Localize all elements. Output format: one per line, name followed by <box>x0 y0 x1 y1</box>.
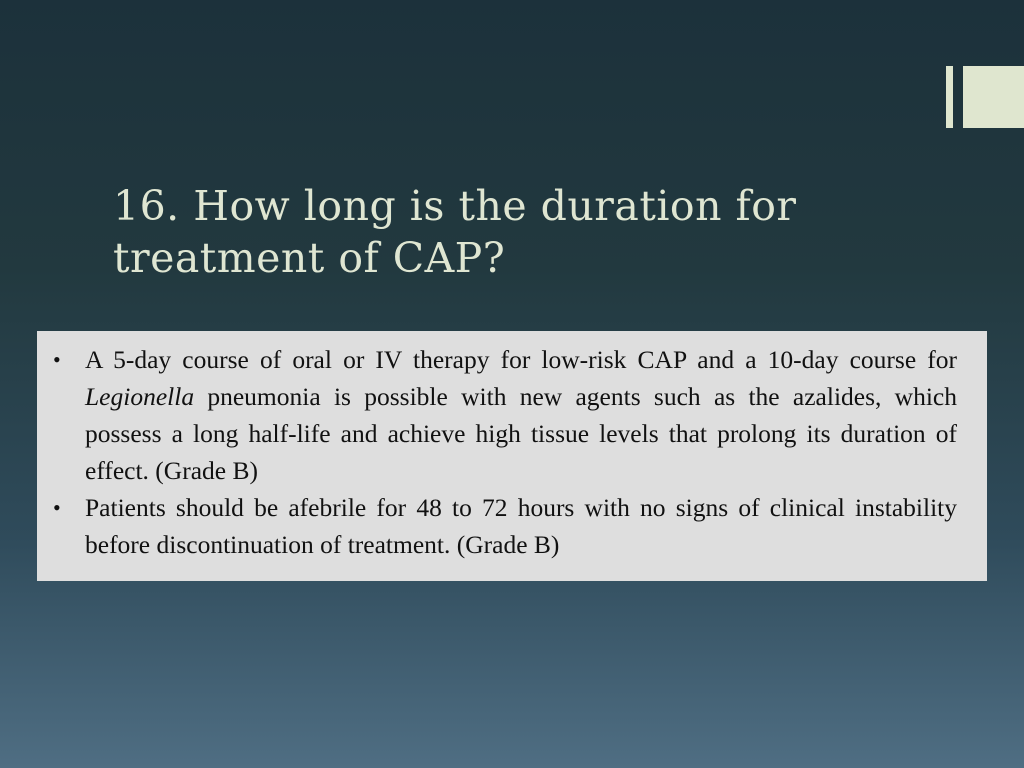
slide-title: 16. How long is the duration for treatment of CAP? <box>113 182 797 282</box>
bullet-marker: • <box>53 347 61 372</box>
organism-name-italic: Legionella <box>85 382 195 411</box>
bullet-text: Patients should be afebrile for 48 to 72 hours with no signs of clinical instability before discontinuation of treatment. (Grade B) <box>85 493 957 559</box>
slide-corner-ornament <box>946 66 1024 128</box>
ornament-wide-bar <box>963 66 1024 128</box>
bullet-text-part: pneumonia is possible with new agents such as the azalides, which possess a long half-life and achieve high tissue levels that prolong its duration of effect. (Grade B) <box>85 382 957 485</box>
bullet-text-part: A 5-day course of oral or IV therapy for low-risk CAP and a 10-day course for <box>85 345 957 374</box>
ornament-thin-bar <box>946 66 953 128</box>
content-box <box>37 331 987 581</box>
bullet-marker: • <box>53 495 61 520</box>
bullet-item-afebrile <box>53 489 957 563</box>
bullet-item-course-duration <box>53 341 957 489</box>
bullet-list <box>53 341 957 563</box>
